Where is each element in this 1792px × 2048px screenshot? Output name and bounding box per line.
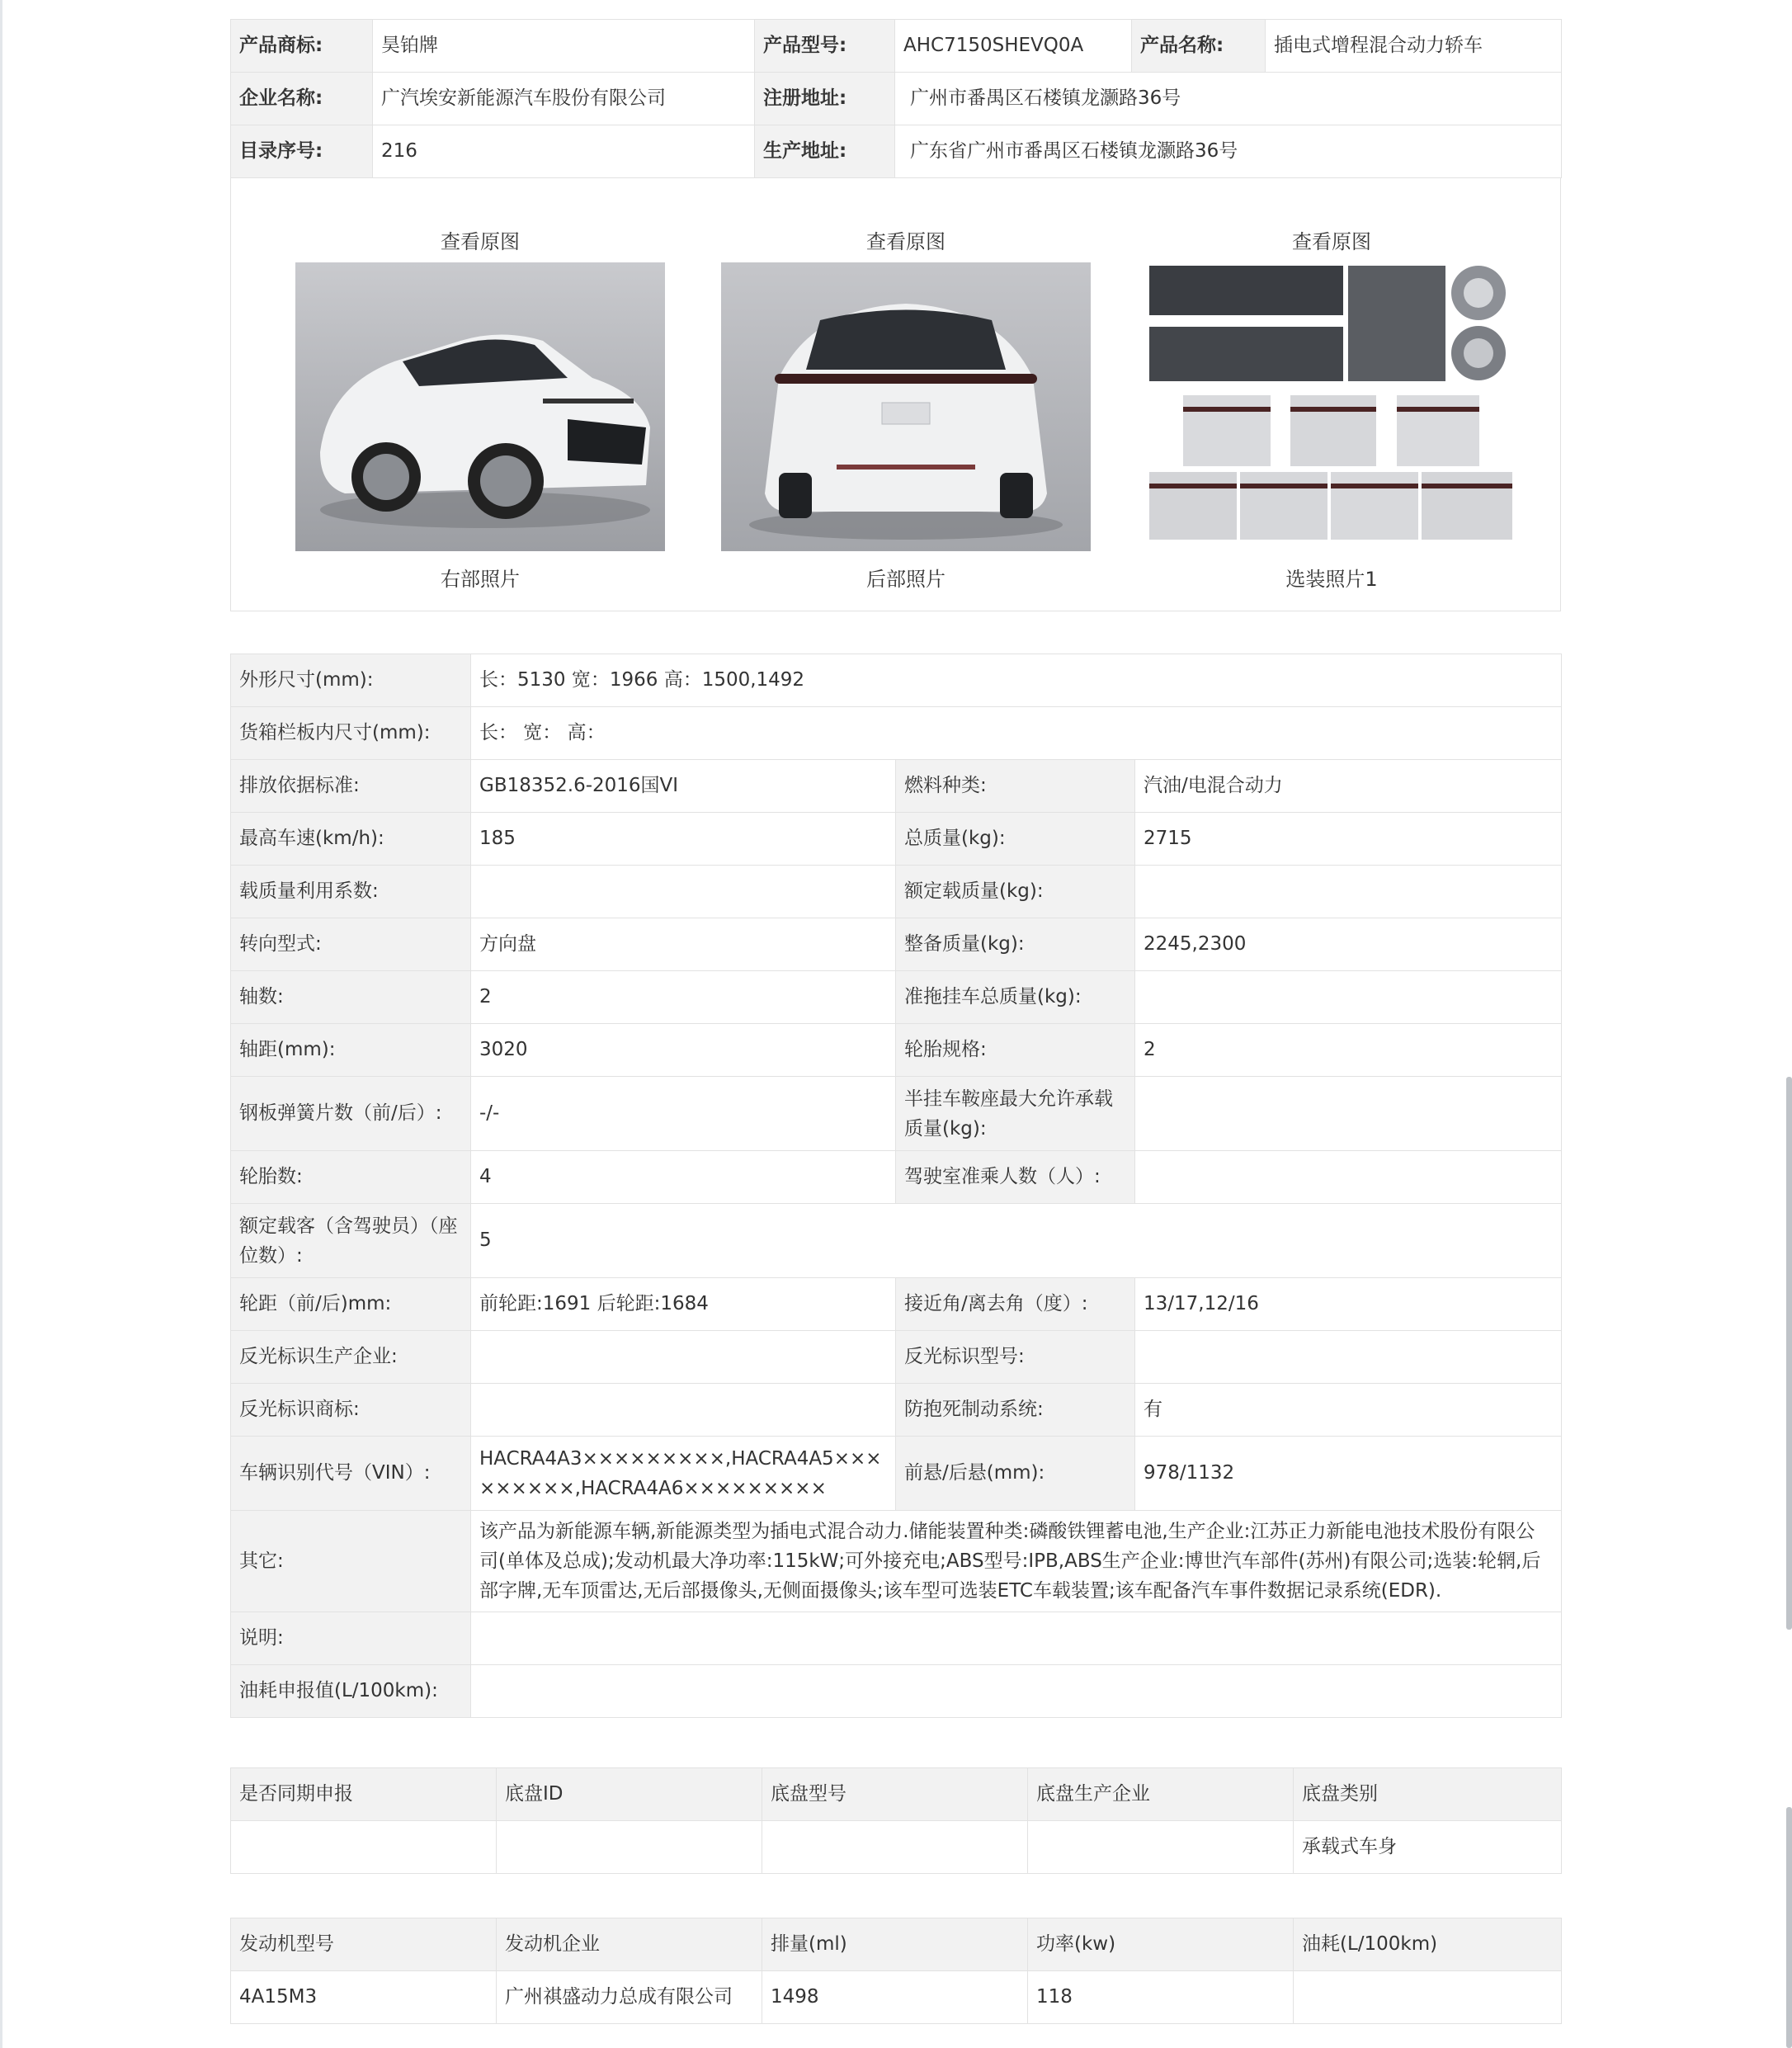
table-cell xyxy=(1028,1821,1294,1874)
table-cell: 118 xyxy=(1028,1971,1294,2024)
spec-value xyxy=(1135,1077,1562,1151)
product-info-row xyxy=(231,20,1562,73)
option-photo-collage[interactable] xyxy=(1147,262,1516,551)
spec-label: 反光标识生产企业: xyxy=(231,1331,471,1384)
spec-label: 驾驶室准乘人数（人）: xyxy=(896,1151,1135,1204)
table-cell xyxy=(1294,1971,1562,2024)
photo-caption: 后部照片 xyxy=(866,568,946,591)
brand-value: 昊铂牌 xyxy=(373,20,755,73)
photo-caption: 选装照片1 xyxy=(1285,568,1378,591)
spec-value: HACRA4A3×××××××××,HACRA4A5×××××××××,HACRA4A6××××××××× xyxy=(471,1437,896,1511)
table-cell xyxy=(231,1821,497,1874)
spec-value: 5 xyxy=(471,1204,1562,1278)
spec-value: 该产品为新能源车辆,新能源类型为插电式混合动力.储能装置种类:磷酸铁锂蓄电池,生产企业:江苏正力新能电池技术股份有限公司(单体及总成);发动机最大净功率:115kW;可外接充电;ABS型号:IPB,ABS生产企业:博世汽车部件(苏州)有限公司;选装:轮辋,后部字牌,无车顶雷达,无后部摄像头,无侧面摄像头;该车型可选装ETC车载装置;该车配备汽车事件数据记录系统(EDR). xyxy=(471,1511,1562,1612)
registered-address-value: 广州市番禺区石楼镇龙灏路36号 xyxy=(895,73,1562,125)
catalog-number-value: 216 xyxy=(373,125,755,178)
column-header: 底盘生产企业 xyxy=(1028,1768,1294,1821)
spec-row xyxy=(231,866,1562,918)
table-cell: 广州祺盛动力总成有限公司 xyxy=(497,1971,762,2024)
spec-label: 转向型式: xyxy=(231,918,471,971)
spec-table xyxy=(230,654,1562,1718)
spec-value: 3020 xyxy=(471,1024,896,1077)
model-value: AHC7150SHEVQ0A xyxy=(895,20,1132,73)
spec-value: 有 xyxy=(1135,1384,1562,1437)
spec-row xyxy=(231,760,1562,813)
catalog-number-label: 目录序号: xyxy=(231,125,373,178)
spec-label: 额定载质量(kg): xyxy=(896,866,1135,918)
spec-value xyxy=(471,866,896,918)
model-label: 产品型号: xyxy=(755,20,895,73)
registered-address-label: 注册地址: xyxy=(755,73,895,125)
spec-value: 2245,2300 xyxy=(1135,918,1562,971)
scrollbar-thumb-secondary[interactable] xyxy=(1786,1807,1792,2048)
spec-row xyxy=(231,1665,1562,1718)
spec-value xyxy=(471,1331,896,1384)
production-address-value: 广东省广州市番禺区石楼镇龙灏路36号 xyxy=(895,125,1562,178)
spec-label: 轮胎规格: xyxy=(896,1024,1135,1077)
spec-value: 2715 xyxy=(1135,813,1562,866)
spec-label: 轮距（前/后)mm: xyxy=(231,1278,471,1331)
spec-row xyxy=(231,1204,1562,1278)
spec-label: 准拖挂车总质量(kg): xyxy=(896,971,1135,1024)
table-header-row xyxy=(231,1918,1562,1971)
production-address-label: 生产地址: xyxy=(755,125,895,178)
spec-row xyxy=(231,1024,1562,1077)
spec-label: 轮胎数: xyxy=(231,1151,471,1204)
spec-label: 防抱死制动系统: xyxy=(896,1384,1135,1437)
spec-label: 前悬/后悬(mm): xyxy=(896,1437,1135,1511)
brand-label: 产品商标: xyxy=(231,20,373,73)
table-cell xyxy=(497,1821,762,1874)
table-row xyxy=(231,1821,1562,1874)
spec-row xyxy=(231,918,1562,971)
spec-value: 185 xyxy=(471,813,896,866)
view-original-link[interactable]: 查看原图 xyxy=(866,230,946,253)
chassis-table xyxy=(230,1767,1562,1874)
column-header: 排量(ml) xyxy=(762,1918,1028,1971)
spec-label: 整备质量(kg): xyxy=(896,918,1135,971)
spec-row xyxy=(231,1331,1562,1384)
view-original-link[interactable]: 查看原图 xyxy=(1292,230,1371,253)
column-header: 底盘ID xyxy=(497,1768,762,1821)
product-info-table xyxy=(230,19,1562,178)
spec-label: 半挂车鞍座最大允许承载质量(kg): xyxy=(896,1077,1135,1151)
spec-row xyxy=(231,1384,1562,1437)
column-header: 发动机型号 xyxy=(231,1918,497,1971)
spec-row xyxy=(231,707,1562,760)
spec-value: 长：5130 宽：1966 高：1500,1492 xyxy=(471,654,1562,707)
spec-value: 长： 宽： 高： xyxy=(471,707,1562,760)
spec-label: 钢板弹簧片数（前/后）: xyxy=(231,1077,471,1151)
left-frame-edge xyxy=(0,0,2,2048)
spec-label: 额定载客（含驾驶员）（座位数）: xyxy=(231,1204,471,1278)
spec-label: 油耗申报值(L/100km): xyxy=(231,1665,471,1718)
spec-value xyxy=(471,1384,896,1437)
spec-label: 轴数: xyxy=(231,971,471,1024)
spec-label: 反光标识型号: xyxy=(896,1331,1135,1384)
spec-value: 978/1132 xyxy=(1135,1437,1562,1511)
spec-value: 13/17,12/16 xyxy=(1135,1278,1562,1331)
scrollbar-thumb[interactable] xyxy=(1786,1077,1792,1630)
spec-row xyxy=(231,1437,1562,1511)
spec-label: 最高车速(km/h): xyxy=(231,813,471,866)
spec-label: 其它: xyxy=(231,1511,471,1612)
rear-car-photo[interactable] xyxy=(721,262,1091,551)
table-cell: 承载式车身 xyxy=(1294,1821,1562,1874)
company-label: 企业名称: xyxy=(231,73,373,125)
spec-label: 轴距(mm): xyxy=(231,1024,471,1077)
column-header: 底盘型号 xyxy=(762,1768,1028,1821)
product-info-row xyxy=(231,125,1562,178)
spec-label: 载质量利用系数: xyxy=(231,866,471,918)
spec-value: 2 xyxy=(1135,1024,1562,1077)
spec-value xyxy=(1135,971,1562,1024)
spec-row xyxy=(231,1077,1562,1151)
spec-value: 前轮距:1691 后轮距:1684 xyxy=(471,1278,896,1331)
spec-label: 接近角/离去角（度）: xyxy=(896,1278,1135,1331)
table-header-row xyxy=(231,1768,1562,1821)
spec-value: 2 xyxy=(471,971,896,1024)
spec-row xyxy=(231,1511,1562,1612)
spec-label: 总质量(kg): xyxy=(896,813,1135,866)
spec-label: 车辆识别代号（VIN）: xyxy=(231,1437,471,1511)
spec-value xyxy=(471,1665,1562,1718)
spec-label: 说明: xyxy=(231,1612,471,1665)
photo-caption: 右部照片 xyxy=(441,568,520,591)
engine-table xyxy=(230,1918,1562,2024)
spec-label: 排放依据标准: xyxy=(231,760,471,813)
spec-value: GB18352.6-2016国VI xyxy=(471,760,896,813)
spec-label: 燃料种类: xyxy=(896,760,1135,813)
company-value: 广汽埃安新能源汽车股份有限公司 xyxy=(373,73,755,125)
column-header: 是否同期申报 xyxy=(231,1768,497,1821)
column-header: 功率(kw) xyxy=(1028,1918,1294,1971)
spec-value: 4 xyxy=(471,1151,896,1204)
photo-rear xyxy=(721,228,1091,592)
spec-row xyxy=(231,1151,1562,1204)
spec-label: 反光标识商标: xyxy=(231,1384,471,1437)
spec-value: 方向盘 xyxy=(471,918,896,971)
table-cell xyxy=(762,1821,1028,1874)
photo-panel xyxy=(230,178,1561,611)
product-name-label: 产品名称: xyxy=(1132,20,1266,73)
spec-label: 外形尺寸(mm): xyxy=(231,654,471,707)
spec-row xyxy=(231,813,1562,866)
spec-row xyxy=(231,1612,1562,1665)
table-cell: 1498 xyxy=(762,1971,1028,2024)
spec-row xyxy=(231,971,1562,1024)
right-side-car-photo[interactable] xyxy=(295,262,665,551)
spec-label: 货箱栏板内尺寸(mm): xyxy=(231,707,471,760)
spec-value xyxy=(471,1612,1562,1665)
table-row xyxy=(231,1971,1562,2024)
spec-value xyxy=(1135,1331,1562,1384)
spec-row xyxy=(231,1278,1562,1331)
product-info-row xyxy=(231,73,1562,125)
column-header: 发动机企业 xyxy=(497,1918,762,1971)
view-original-link[interactable]: 查看原图 xyxy=(441,230,520,253)
spec-value: -/- xyxy=(471,1077,896,1151)
spec-value xyxy=(1135,1151,1562,1204)
spec-row xyxy=(231,654,1562,707)
column-header: 油耗(L/100km) xyxy=(1294,1918,1562,1971)
table-cell: 4A15M3 xyxy=(231,1971,497,2024)
product-name-value: 插电式增程混合动力轿车 xyxy=(1266,20,1562,73)
spec-value: 汽油/电混合动力 xyxy=(1135,760,1562,813)
spec-value xyxy=(1135,866,1562,918)
column-header: 底盘类别 xyxy=(1294,1768,1562,1821)
photo-right xyxy=(295,228,665,592)
photo-option xyxy=(1147,228,1516,592)
